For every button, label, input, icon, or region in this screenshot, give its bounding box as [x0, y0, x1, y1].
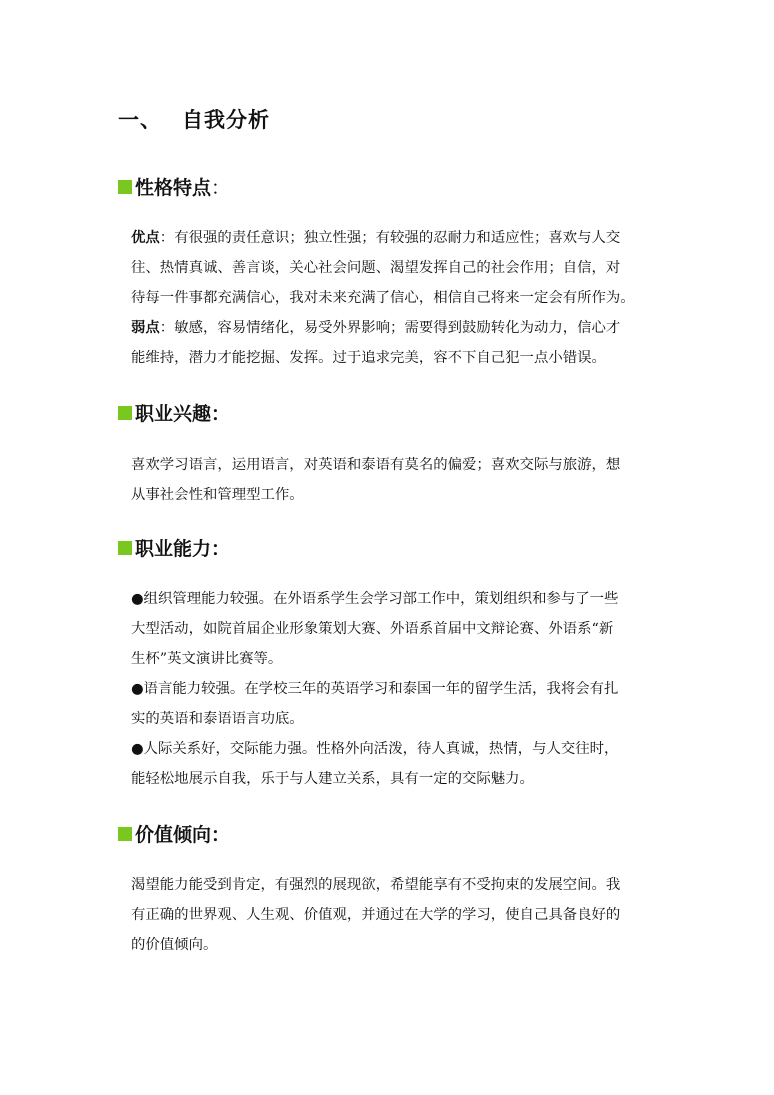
text-line: 从事社会性和管理型工作。	[131, 487, 304, 503]
text-line: 能轻松地展示自我，乐于与人建立关系，具有一定的交际魅力。	[131, 771, 534, 787]
section-colon: ：	[211, 538, 231, 560]
text-line: 弱点：敏感，容易情绪化，易受外界影响；需要得到鼓励转化为动力，信心才	[131, 319, 621, 336]
personality-paragraph	[131, 223, 661, 373]
interest-paragraph	[131, 450, 661, 510]
green-square-bullet-icon	[118, 406, 132, 420]
strength-label: 优点	[131, 229, 160, 246]
green-square-bullet-icon	[118, 180, 132, 194]
weakness-label: 弱点	[131, 319, 160, 336]
text-line: 生杯”英文演讲比赛等。	[131, 651, 283, 667]
chapter-number: 一、	[118, 108, 162, 132]
text-line: 待每一件事都充满信心，我对未来充满了信心，相信自己将来一定会有所作为。	[131, 290, 635, 306]
section-colon: ：	[211, 177, 231, 199]
section-colon: ：	[211, 403, 231, 425]
chapter-heading	[118, 104, 270, 134]
green-square-bullet-icon	[118, 827, 132, 841]
values-paragraph	[131, 870, 661, 960]
section-heading-ability	[118, 534, 230, 561]
section-colon: ：	[211, 824, 231, 846]
section-heading-values	[118, 820, 230, 847]
section-title: 性格特点	[135, 177, 212, 199]
text-line: 喜欢学习语言，运用语言，对英语和泰语有莫名的偏爱；喜欢交际与旅游，想	[131, 457, 621, 473]
text-line: 优点：有很强的责任意识；独立性强；有较强的忍耐力和适应性；喜欢与人交	[131, 229, 621, 246]
text-line: 实的英语和泰语语言功底。	[131, 711, 304, 727]
chapter-title: 自我分析	[182, 108, 270, 132]
section-heading-interest	[118, 399, 230, 426]
text-line: 能维持，潜力才能挖掘、发挥。过于追求完美，容不下自己犯一点小错误。	[131, 350, 606, 366]
text-line: 大型活动，如院首届企业形象策划大赛、外语系首届中文辩论赛、外语系“新	[131, 621, 614, 637]
ability-paragraph	[131, 584, 661, 794]
text-line: 渴望能力能受到肯定，有强烈的展现欲，希望能享有不受拘束的发展空间。我	[131, 877, 621, 893]
text-line: 往、热情真诚、善言谈，关心社会问题、渴望发挥自己的社会作用；自信，对	[131, 260, 621, 276]
text-line: ●语言能力较强。在学校三年的英语学习和泰国一年的留学生活，我将会有扎	[131, 681, 619, 697]
section-title: 价值倾向	[135, 824, 212, 846]
text-line: ●组织管理能力较强。在外语系学生会学习部工作中，策划组织和参与了一些	[131, 591, 619, 607]
section-heading-personality	[118, 173, 230, 200]
text-line: ●人际关系好，交际能力强。性格外向活泼，待人真诚，热情，与人交往时，	[131, 741, 619, 757]
text-line: 有正确的世界观、人生观、价值观，并通过在大学的学习，使自己具备良好的	[131, 907, 621, 923]
green-square-bullet-icon	[118, 541, 132, 555]
section-title: 职业兴趣	[135, 403, 212, 425]
section-title: 职业能力	[135, 538, 212, 560]
text-line: 的价值倾向。	[131, 937, 218, 953]
